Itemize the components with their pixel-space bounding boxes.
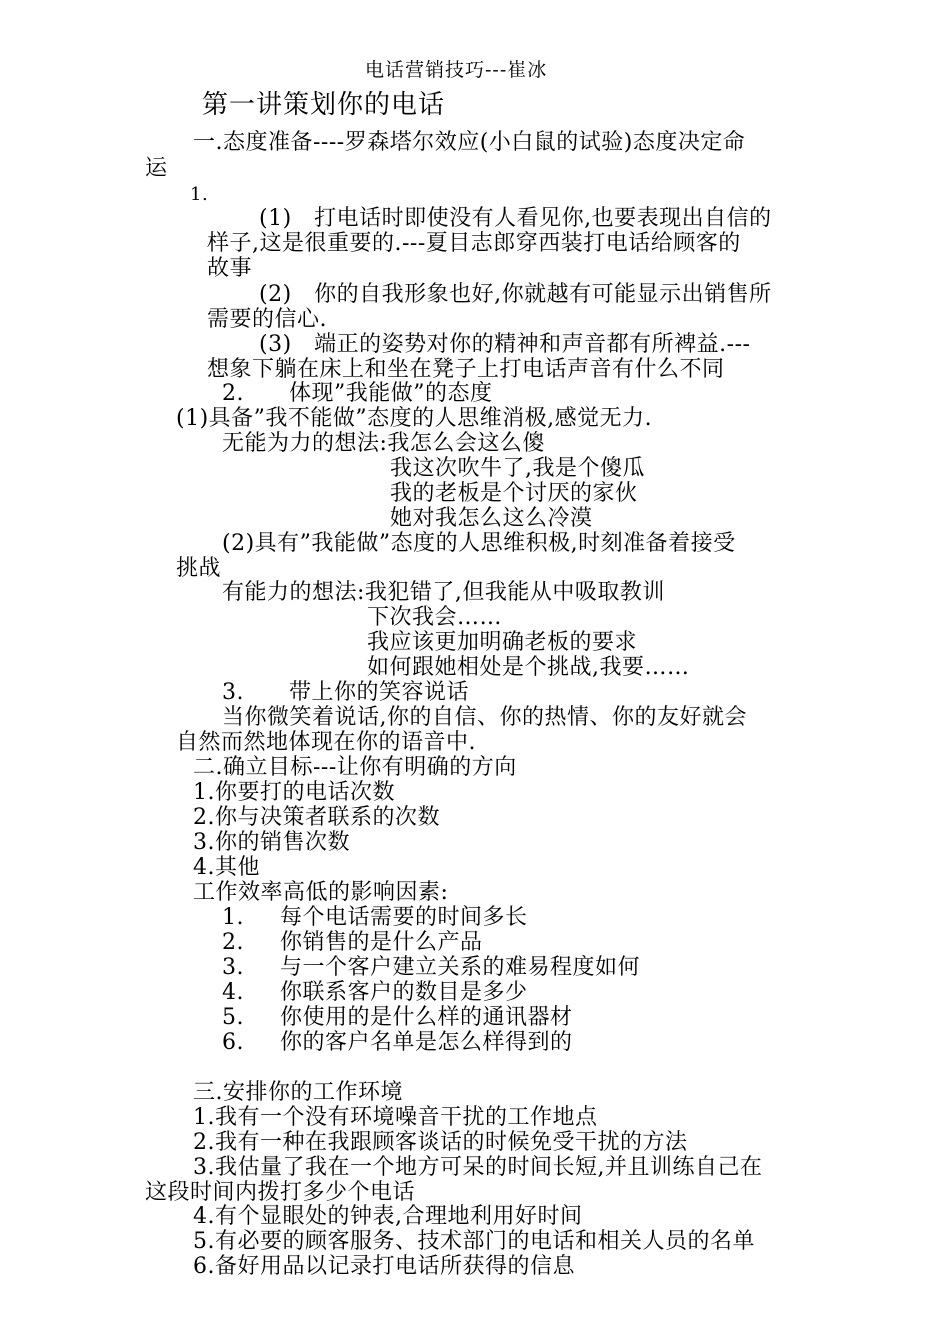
factor-text: 你使用的是什么样的通讯器材: [280, 1005, 573, 1030]
paragraph-line: 自然而然地体现在你的语音中.: [176, 730, 476, 755]
document-title: 电话营销技巧---崔冰: [365, 59, 548, 81]
factor-text: 你销售的是什么产品: [280, 930, 483, 955]
paragraph-line: 有能力的想法:我犯错了,但我能从中吸取教训: [222, 580, 665, 605]
list-item: 4.其他: [193, 855, 260, 880]
list-item: 3.你的销售次数: [193, 830, 350, 855]
factor-number: 5.: [222, 1005, 244, 1030]
paragraph-line: 下次我会……: [367, 605, 503, 630]
factor-number: 1.: [222, 905, 244, 930]
paragraph-line: 样子,这是很重要的.---夏目志郎穿西装打电话给顾客的: [207, 231, 741, 256]
list-item-continued: 这段时间内拨打多少个电话: [145, 1180, 416, 1205]
section-heading: 一.态度准备----罗森塔尔效应(小白鼠的试验)态度决定命: [193, 130, 746, 155]
paragraph-line: 挑战: [176, 556, 222, 581]
paragraph-line: 我应该更加明确老板的要求: [367, 630, 638, 655]
section-heading: 三.安排你的工作环境: [193, 1080, 403, 1105]
paragraph-line: 需要的信心.: [207, 307, 327, 332]
item-number: 1.: [190, 184, 209, 205]
paragraph-line: 故事: [207, 256, 253, 281]
factors-label: 工作效率高低的影响因素:: [193, 880, 449, 905]
factor-number: 4.: [222, 980, 244, 1005]
paragraph-line: (2)具有”我能做”态度的人思维积极,时刻准备着接受: [222, 531, 736, 556]
paragraph-line: 当你微笑着说话,你的自信、你的热情、你的友好就会: [222, 705, 747, 730]
list-item: 5.有必要的顾客服务、技术部门的电话和相关人员的名单: [193, 1229, 755, 1254]
section-heading: 二.确立目标---让你有明确的方向: [193, 755, 517, 780]
list-item: 6.备好用品以记录打电话所获得的信息: [193, 1254, 575, 1279]
list-item: 3.我估量了我在一个地方可呆的时间长短,并且训练自己在: [193, 1155, 763, 1180]
paragraph-line: (1)具备”我不能做”态度的人思维消极,感觉无力.: [176, 406, 653, 431]
section-heading-continued: 运: [145, 156, 168, 181]
factor-text: 与一个客户建立关系的难易程度如何: [280, 955, 641, 980]
lecture-heading: 第一讲策划你的电话: [202, 90, 446, 120]
paragraph-line: 我这次吹牛了,我是个傻瓜: [390, 456, 645, 481]
paragraph-line: 我的老板是个讨厌的家伙: [390, 481, 638, 506]
list-item: 4.有个显眼处的钟表,合理地利用好时间: [193, 1204, 583, 1229]
paragraph-line: (3) 端正的姿势对你的精神和声音都有所裨益.---: [259, 332, 751, 357]
paragraph-line: 她对我怎么这么冷漠: [390, 506, 593, 531]
item-heading: 3. 带上你的笑容说话: [222, 680, 469, 705]
list-item: 1.我有一个没有环境噪音干扰的工作地点: [193, 1105, 598, 1130]
paragraph-line: 如何跟她相处是个挑战,我要……: [367, 655, 690, 680]
factor-text: 你联系客户的数目是多少: [280, 980, 528, 1005]
paragraph-line: 想象下躺在床上和坐在凳子上打电话声音有什么不同: [207, 357, 725, 382]
factor-number: 6.: [222, 1030, 244, 1055]
paragraph-line: (1) 打电话时即使没有人看见你,也要表现出自信的: [259, 206, 772, 231]
factor-number: 3.: [222, 955, 244, 980]
paragraph-line: 无能为力的想法:我怎么会这么傻: [222, 431, 545, 456]
item-heading: 2. 体现”我能做”的态度: [222, 381, 493, 406]
factor-text: 你的客户名单是怎么样得到的: [280, 1030, 573, 1055]
list-item: 2.你与决策者联系的次数: [193, 805, 440, 830]
paragraph-line: (2) 你的自我形象也好,你就越有可能显示出销售所: [259, 282, 772, 307]
factor-text: 每个电话需要的时间多长: [280, 905, 528, 930]
factor-number: 2.: [222, 930, 244, 955]
list-item: 1.你要打的电话次数: [193, 780, 395, 805]
list-item: 2.我有一种在我跟顾客谈话的时候免受干扰的方法: [193, 1130, 688, 1155]
